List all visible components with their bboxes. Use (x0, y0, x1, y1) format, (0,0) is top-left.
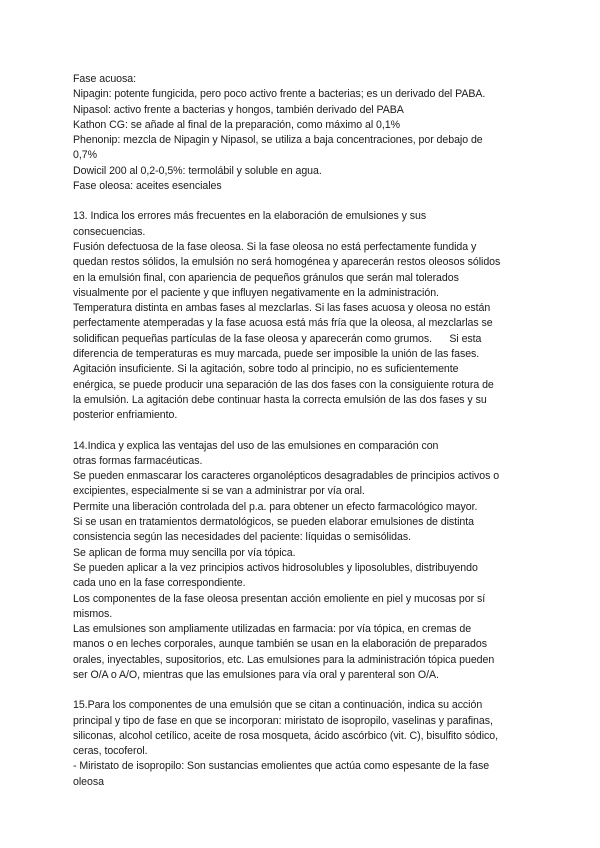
text-line: Se pueden aplicar a la vez principios activos hidrosolubles y liposolubles, distribuyendo (73, 561, 478, 574)
question-14-heading-cont: otras formas farmacéuticas. (73, 454, 203, 467)
text-line: solidifican pequeñas partículas de la fase oleosa y aparecerán como grumos. Si esta (73, 332, 482, 345)
text-line: cada uno en la fase correspondiente. (73, 577, 246, 590)
text-line: oleosa (73, 775, 104, 788)
text-line: Nipagin: potente fungicida, pero poco activo frente a bacterias; es un derivado del PABA. (73, 88, 486, 101)
question-13-heading-cont: consecuencias. (73, 225, 146, 238)
text-line: Si se usan en tratamientos dermatológicos, se pueden elaborar emulsiones de distinta (73, 516, 474, 529)
text-line: Fusión defectuosa de la fase oleosa. Si la fase oleosa no está perfectamente fundida y (73, 240, 477, 253)
text-line: Temperatura distinta en ambas fases al mezclarlas. Si las fases acuosa y oleosa no están (73, 302, 491, 315)
text-line: Fase oleosa: aceites esenciales (73, 180, 222, 193)
text-line: Nipasol: activo frente a bacterias y hongos, también derivado del PABA (73, 103, 404, 116)
text-line: la emulsión. La agitación debe continuar hasta la correcta emulsión de las dos fases y su (73, 393, 487, 406)
paragraph-gap (73, 424, 533, 439)
section-question-14 (73, 439, 533, 684)
text-line: mismos. (73, 607, 113, 620)
document-page (73, 72, 533, 790)
text-line: enérgica, se puede producir una separación de las dos fases con la consiguiente rotura de (73, 378, 494, 391)
text-line: Se pueden enmascarar los caracteres organolépticos desagradables de principios activos o (73, 470, 500, 483)
text-line: Los componentes de la fase oleosa presentan acción emoliente en piel y mucosas por sí (73, 592, 486, 605)
text-line: Phenonip: mezcla de Nipagin y Nipasol, se utiliza a baja concentraciones, por debajo de (73, 134, 483, 147)
text-line: diferencia de temperaturas es muy marcada, puede ser imposible la unión de las fases. (73, 348, 480, 361)
text-line: perfectamente atemperadas y la fase acuosa está más fría que la oleosa, al mezclarlas se (73, 317, 493, 330)
text-line: - Miristato de isopropilo: Son sustancias emolientes que actúa como espesante de la fase (73, 760, 490, 773)
text-line: Agitación insuficiente. Si la agitación, sobre todo al principio, no es suficientemente (73, 363, 459, 376)
text-line: 0,7% (73, 149, 97, 162)
question-15-heading: 15.Para los componentes de una emulsión que se citan a continuación, indica su acción (73, 699, 483, 712)
text-line: ser O/A o A/O, mientras que las emulsiones para vía oral y parenteral son O/A. (73, 668, 439, 681)
text-line: consistencia según las necesidades del paciente: líquidas o semisólidas. (73, 531, 411, 544)
paragraph-gap (73, 194, 533, 209)
question-15-heading-cont: siliconas, alcohol cetílico, aceite de rosa mosqueta, ácido ascórbico (vit. C), bisulfito sódico, (73, 729, 498, 742)
section-question-15 (73, 698, 533, 790)
question-14-heading: 14.Indica y explica las ventajas del uso de las emulsiones en comparación con (73, 439, 439, 452)
text-line: excipientes, especialmente si se van a administrar por vía oral. (73, 485, 365, 498)
text-line: orales, inyectables, supositorios, etc. Las emulsiones para la administración tópica pueden (73, 653, 495, 666)
text-line: en la emulsión final, con apariencia de pequeños gránulos que serán mal tolerados (73, 271, 459, 284)
paragraph-gap (73, 683, 533, 698)
question-15-heading-cont: ceras, tocoferol. (73, 745, 148, 758)
text-line: Fase acuosa: (73, 73, 136, 85)
text-line: Permite una liberación controlada del p.a. para obtener un efecto farmacológico mayor. (73, 500, 478, 513)
text-line: Las emulsiones son ampliamente utilizadas en farmacia: por vía tópica, en cremas de (73, 623, 472, 636)
text-line: visualmente por el paciente y que influyen negativamente en la administración. (73, 286, 439, 299)
text-line: Kathon CG: se añade al final de la preparación, como máximo al 0,1% (73, 118, 401, 131)
section-fase-acuosa (73, 72, 533, 194)
text-line: manos o en leches corporales, aunque también se usan en la elaboración de preparados (73, 638, 487, 651)
text-line: Se aplican de forma muy sencilla por vía tópica. (73, 546, 296, 559)
text-line: quedan restos sólidos, la emulsión no será homogénea y aparecerán restos oleosos sólidos (73, 256, 501, 269)
text-line: posterior enfriamiento. (73, 409, 178, 422)
question-15-heading-cont: principal y tipo de fase en que se incorporan: miristato de isopropilo, vaselinas y parafinas, (73, 714, 493, 727)
section-question-13 (73, 209, 533, 423)
text-line: Dowicil 200 al 0,2-0,5%: termolábil y soluble en agua. (73, 164, 322, 177)
question-13-heading: 13. Indica los errores más frecuentes en la elaboración de emulsiones y sus (73, 210, 427, 223)
